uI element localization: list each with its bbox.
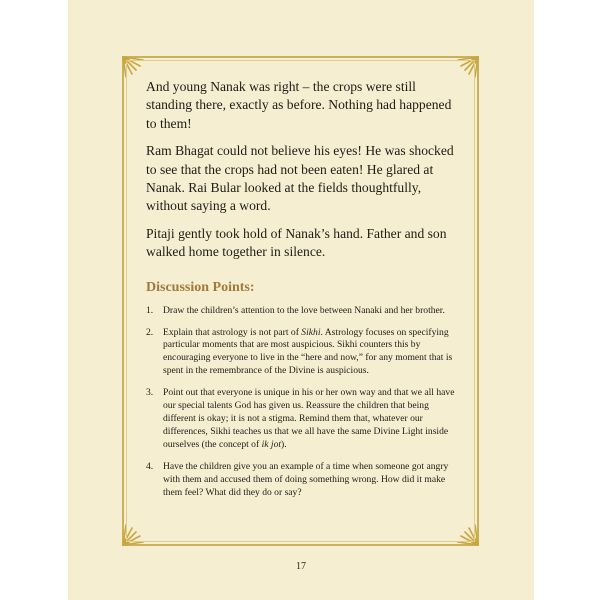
item-emphasis: Sikhi bbox=[301, 326, 321, 338]
item-text bbox=[163, 327, 460, 379]
item-text-part: Point out that everyone is unique in his or her own way and that we all have our special talents God has given us. Reassure the children that being different is okay; it is not a stigma. Remind them that, whatever our differences, Sikhi teaches us that we all have the same Divine Light inside ourselves (the concept of bbox=[163, 387, 455, 450]
item-text bbox=[163, 387, 460, 452]
item-number: 3. bbox=[146, 387, 154, 399]
item-number: 1. bbox=[146, 304, 154, 316]
item-text-part: Draw the children’s attention to the love between Nanaki and her brother. bbox=[163, 304, 445, 316]
corner-ornament-icon bbox=[457, 524, 479, 546]
item-emphasis: ik jot bbox=[261, 438, 282, 450]
discussion-item bbox=[146, 387, 460, 452]
discussion-list bbox=[146, 305, 460, 500]
item-text-part: Have the children give you an example of a time when someone got angry with them and accused them of doing something wrong. How did it make them feel? What did they do or say? bbox=[163, 460, 449, 498]
item-number: 4. bbox=[146, 460, 154, 472]
item-text bbox=[163, 305, 460, 318]
corner-ornament-icon bbox=[122, 524, 144, 546]
item-text-part: . Astrology focuses on specifying particular moments that are most auspicious. Sikhi counters this by encouraging everyone to live in the “here and now,” for any moment that is spent in the remembrance of the Divine is auspicious. bbox=[163, 326, 453, 377]
decorative-border bbox=[122, 56, 479, 546]
discussion-item bbox=[146, 461, 460, 500]
item-text-part: Explain that astrology is not part of bbox=[163, 326, 302, 338]
story-paragraph: Ram Bhagat could not believe his eyes! He was shocked to see that the crops had not been eaten! He glared at Nanak. Rai Bular looked at the fields thoughtfully, without saying a word. bbox=[146, 143, 454, 214]
page-number: 17 bbox=[296, 561, 306, 572]
story-paragraph: Pitaji gently took hold of Nanak’s hand. Father and son walked home together in silence. bbox=[146, 225, 447, 260]
discussion-item bbox=[146, 327, 460, 379]
story-text bbox=[146, 78, 460, 262]
corner-ornament-icon bbox=[457, 56, 479, 78]
item-text-part: ). bbox=[281, 438, 287, 450]
discussion-item bbox=[146, 305, 460, 318]
item-text bbox=[163, 461, 460, 500]
story-paragraph: And young Nanak was right – the crops were still standing there, exactly as before. Nothing had happened to them! bbox=[146, 79, 452, 131]
discussion-heading: Discussion Points: bbox=[146, 279, 255, 295]
corner-ornament-icon bbox=[122, 56, 144, 78]
page-content bbox=[146, 78, 460, 508]
book-page bbox=[68, 0, 534, 600]
item-number: 2. bbox=[146, 326, 154, 338]
